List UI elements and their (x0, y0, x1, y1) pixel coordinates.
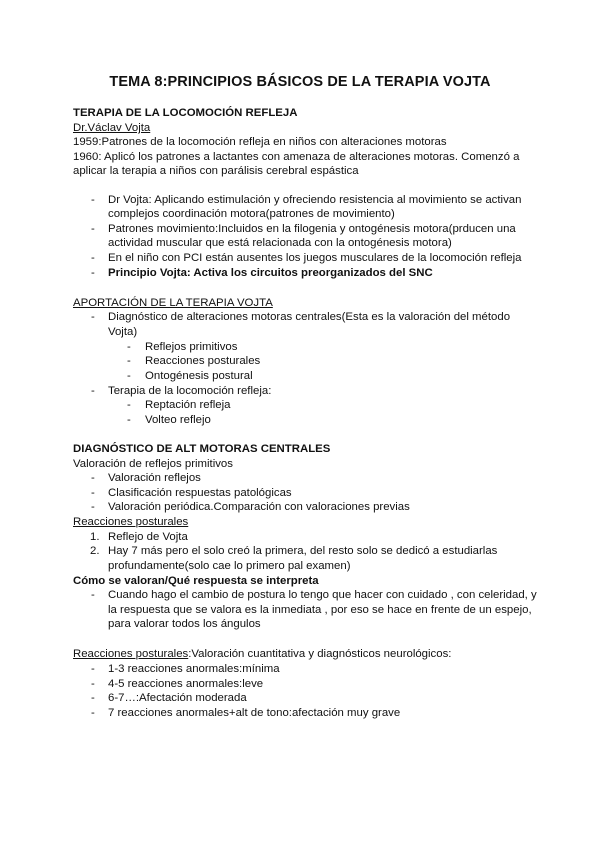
list-item-line: En el niño con PCI están ausentes los juegos musculares de la locomoción refleja (108, 252, 522, 264)
label-description: :Valoración cuantitativa y diagnósticos neurológicos: (188, 648, 452, 660)
list-item-line: la respuesta que se valora es la inmediata , por eso se hace en frente de un espejo, (108, 604, 532, 616)
bullet-dash: - (91, 678, 95, 690)
list-item: Valoración periódica.Comparación con valoraciones previas (108, 501, 410, 513)
bullet-dash: - (91, 311, 95, 323)
section-heading-aportacion: APORTACIÓN DE LA TERAPIA VOJTA (73, 297, 273, 309)
list-number: 2. (90, 545, 100, 557)
list-item-principio-vojta: Principio Vojta: Activa los circuitos preorganizados del SNC (108, 267, 433, 279)
list-item-line: actividad muscular que está relacionada con la ontogénesis motora) (108, 237, 452, 249)
sub-list-item: Volteo reflejo (145, 414, 211, 426)
list-item: 7 reacciones anormales+alt de tono:afectación muy grave (108, 707, 401, 719)
sub-list-item: Reacciones posturales (145, 355, 261, 367)
list-item: 4-5 reacciones anormales:leve (108, 678, 264, 690)
sub-list-item: Ontogénesis postural (145, 370, 253, 382)
list-number: 1. (90, 531, 100, 543)
paragraph-1959: 1959:Patrones de la locomoción refleja en niños con alteraciones motoras (73, 136, 447, 148)
list-item-line: complejos coordinación motora(patrones de movimiento) (108, 208, 395, 220)
sub-bullet-dash: - (127, 414, 131, 426)
numbered-item-continuation: profundamente(solo cae lo primero pal examen) (108, 560, 351, 572)
bullet-dash: - (91, 663, 95, 675)
sub-bullet-dash: - (127, 355, 131, 367)
bullet-dash: - (91, 194, 95, 206)
subheading-como-se-valoran: Cómo se valoran/Qué respuesta se interpreta (73, 575, 319, 587)
bullet-dash: - (91, 223, 95, 235)
bullet-dash: - (91, 267, 95, 279)
sub-bullet-dash: - (127, 399, 131, 411)
sub-list-item: Reflejos primitivos (145, 341, 238, 353)
bullet-dash: - (91, 385, 95, 397)
list-item-line: para valorar todos los ángulos (108, 618, 261, 630)
list-item-line: Cuando hago el cambio de postura lo tengo que hacer con cuidado , con celeridad, y (108, 589, 537, 601)
list-item: Valoración reflejos (108, 472, 201, 484)
bullet-dash: - (91, 472, 95, 484)
bullet-dash: - (91, 692, 95, 704)
list-item-line: Diagnóstico de alteraciones motoras centrales(Esta es la valoración del método (108, 311, 511, 323)
bullet-dash: - (91, 707, 95, 719)
sub-list-item: Reptación refleja (145, 399, 231, 411)
sub-bullet-dash: - (127, 341, 131, 353)
list-item-line: Vojta) (108, 326, 138, 338)
list-item: 6-7…:Afectación moderada (108, 692, 247, 704)
paragraph-reacciones-posturales (73, 647, 451, 661)
subheading-reacciones-posturales: Reacciones posturales (73, 516, 189, 528)
list-item: 1-3 reacciones anormales:mínima (108, 663, 280, 675)
page-title: TEMA 8:PRINCIPIOS BÁSICOS DE LA TERAPIA VOJTA (109, 74, 491, 90)
subheading-reflejos-primitivos: Valoración de reflejos primitivos (73, 458, 233, 470)
section-heading-diagnostico: DIAGNÓSTICO DE ALT MOTORAS CENTRALES (73, 443, 331, 455)
numbered-item: Reflejo de Vojta (108, 531, 188, 543)
list-item: Clasificación respuestas patológicas (108, 487, 292, 499)
sub-bullet-dash: - (127, 370, 131, 382)
list-item-line: Patrones movimiento:Incluidos en la filogenia y ontogénesis motora(prducen una (108, 223, 516, 235)
bullet-dash: - (91, 252, 95, 264)
section-heading-locomocion: TERAPIA DE LA LOCOMOCIÓN REFLEJA (73, 107, 298, 119)
list-item-line: Terapia de la locomoción refleja: (108, 385, 272, 397)
paragraph-1960-line1: 1960: Aplicó los patrones a lactantes con amenaza de alteraciones motoras. Comenzó a (73, 151, 520, 163)
bullet-dash: - (91, 589, 95, 601)
underlined-label: Reacciones posturales (73, 648, 189, 660)
bullet-dash: - (91, 501, 95, 513)
author-name: Dr.Václav Vojta (73, 122, 151, 134)
list-item-line: Dr Vojta: Aplicando estimulación y ofreciendo resistencia al movimiento se activan (108, 194, 522, 206)
bullet-dash: - (91, 487, 95, 499)
paragraph-1960-line2: aplicar la terapia a niños con parálisis cerebral espástica (73, 165, 359, 177)
numbered-item: Hay 7 más pero el solo creó la primera, del resto solo se dedicó a estudiarlas (108, 545, 498, 557)
